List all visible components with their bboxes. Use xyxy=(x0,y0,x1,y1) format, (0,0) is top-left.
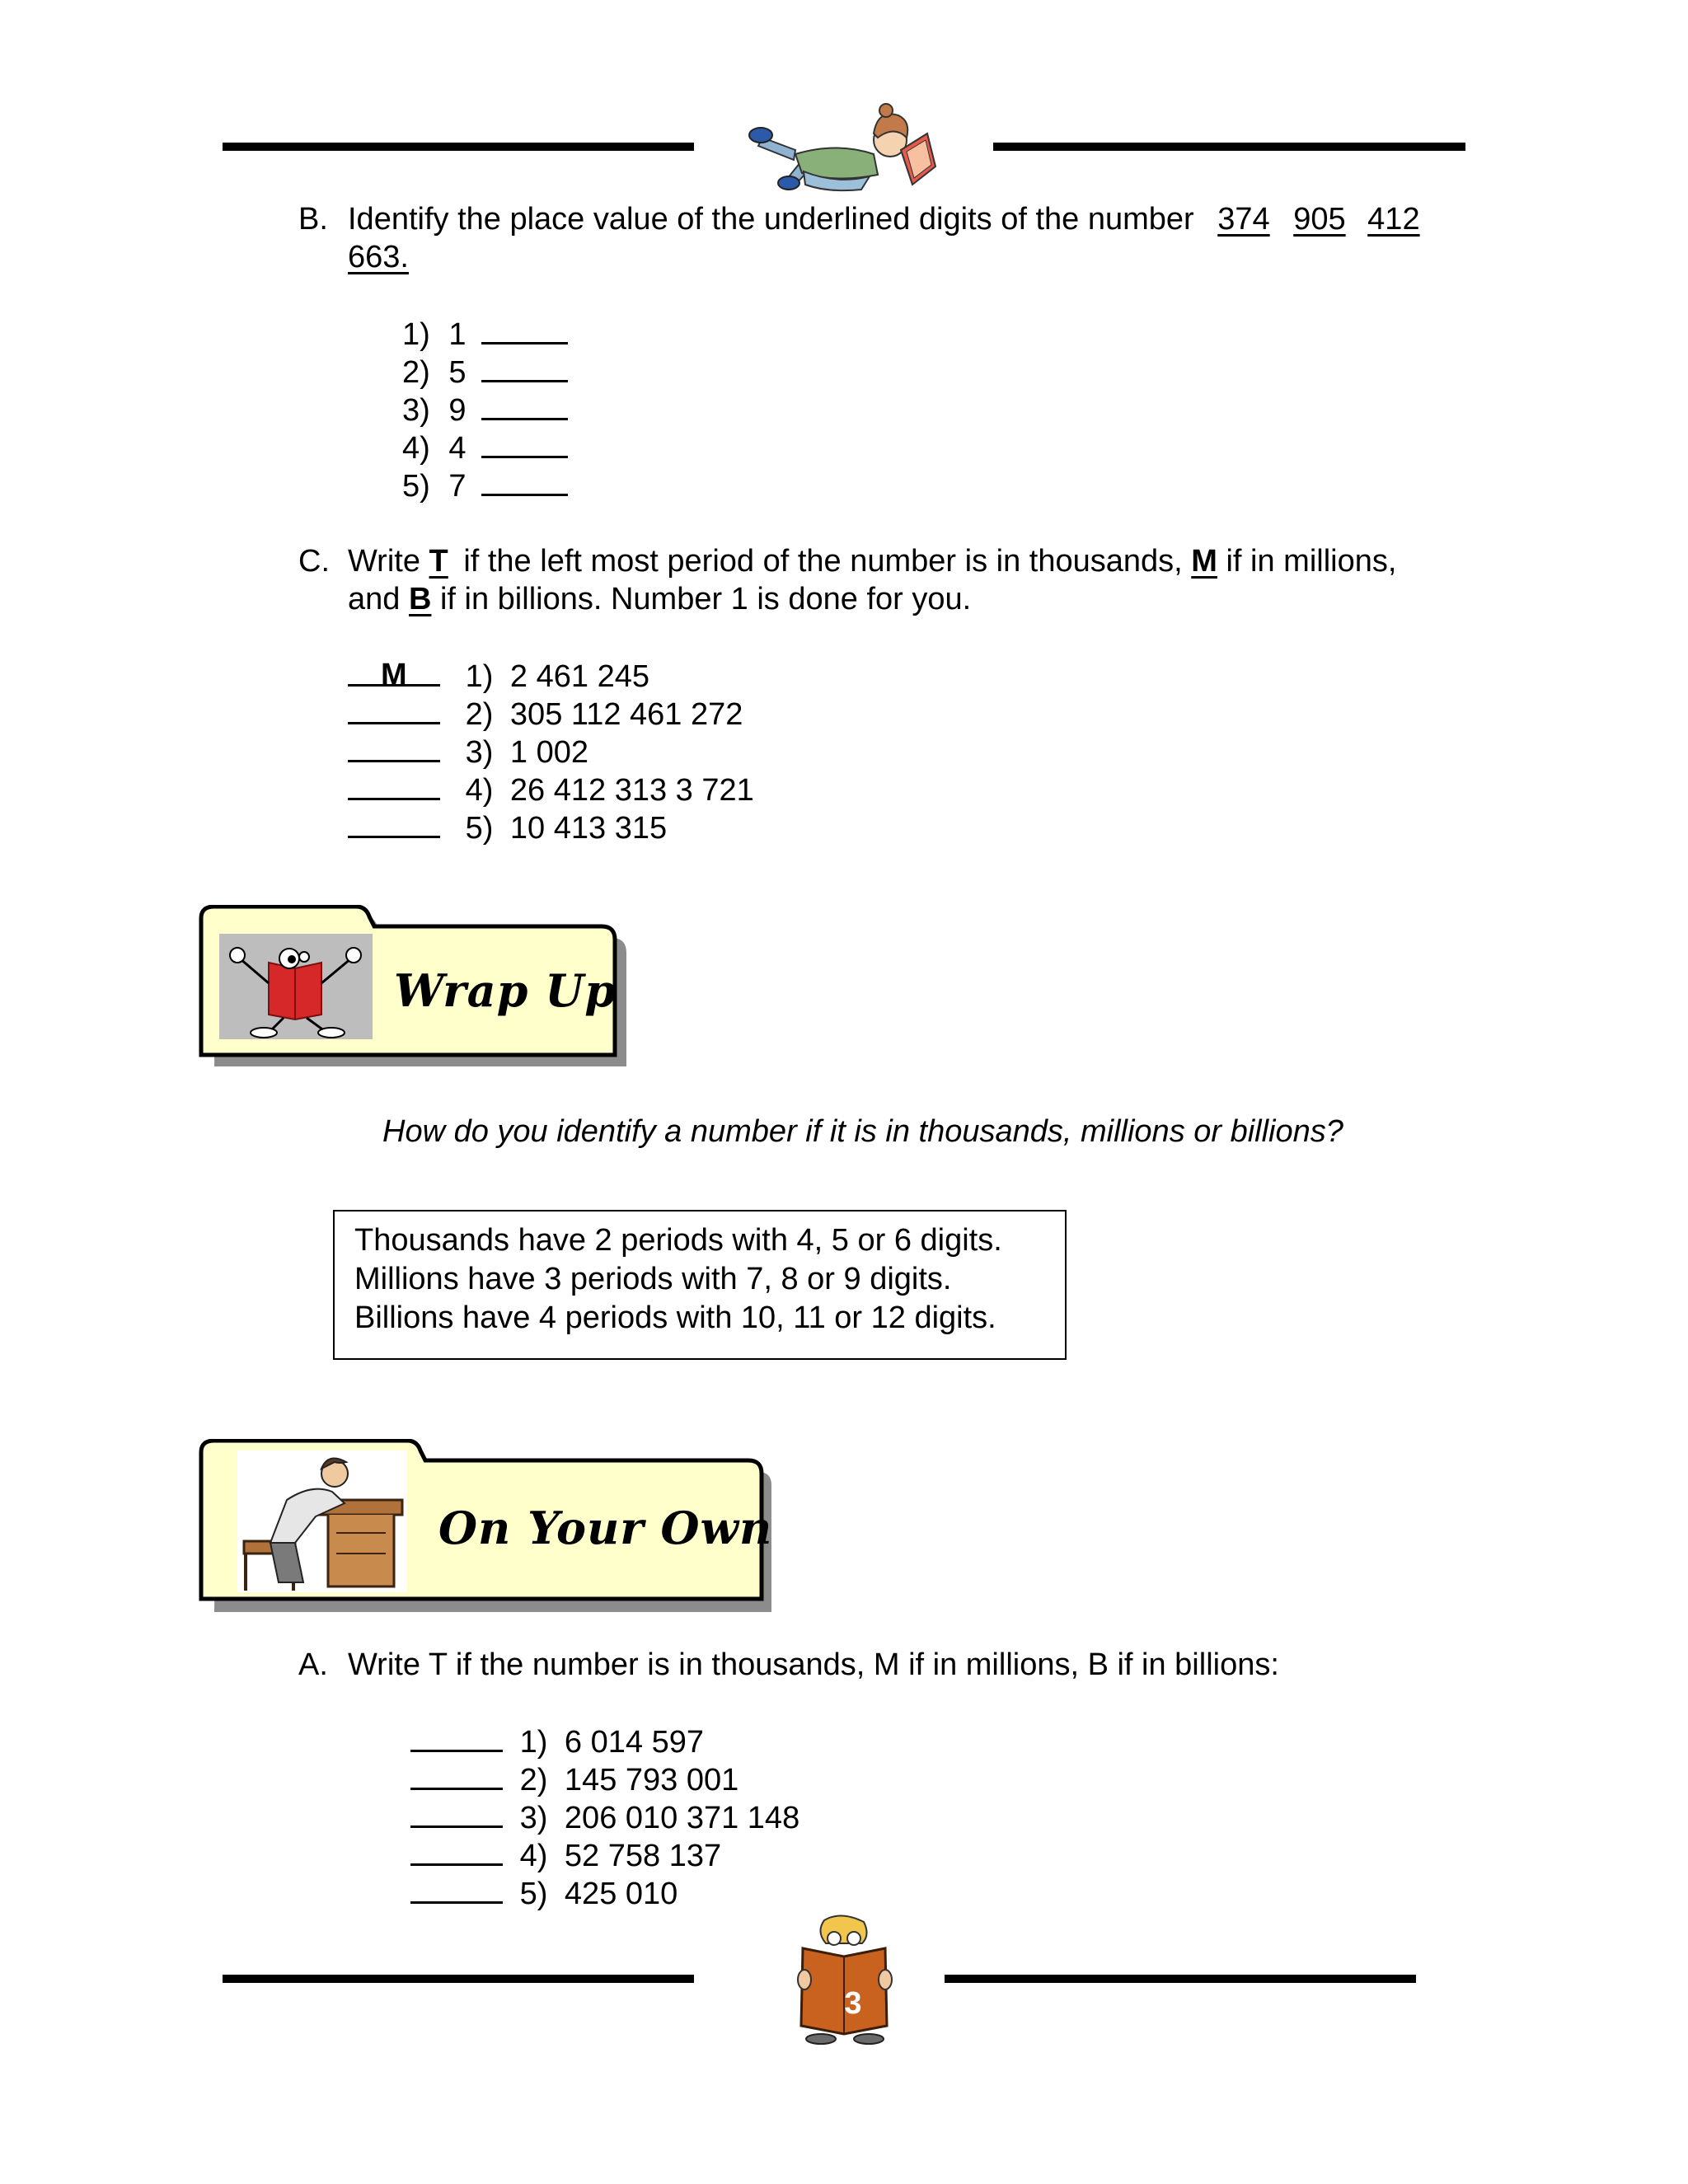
number-part-2: 905 xyxy=(1293,202,1346,237)
section-b-item xyxy=(402,314,568,354)
answer-blank[interactable] xyxy=(481,314,568,344)
prompt-text: Write xyxy=(348,544,420,579)
item-value: 6 014 597 xyxy=(564,1725,704,1760)
item-number: 3) xyxy=(465,735,494,770)
answer-blank[interactable] xyxy=(348,694,440,724)
answer-blank[interactable] xyxy=(348,770,440,800)
number-part-1: 374 xyxy=(1217,202,1270,237)
on-your-own-item xyxy=(410,1722,704,1761)
number-part-3: 412 xyxy=(1367,202,1420,237)
answer-line: Thousands have 2 periods with 4, 5 or 6 digits. xyxy=(354,1223,1002,1258)
footer-rule-right xyxy=(945,1975,1416,1983)
item-number: 3) xyxy=(519,1801,548,1835)
section-c-item xyxy=(348,770,754,809)
on-your-own-item xyxy=(410,1873,678,1913)
on-your-own-title: On Your Own xyxy=(438,1502,773,1554)
on-your-own-item xyxy=(410,1835,721,1875)
answer-blank[interactable] xyxy=(410,1722,503,1752)
prompt-text: if in billions. Number 1 is done for you. xyxy=(439,582,972,616)
section-b-item xyxy=(402,428,568,467)
section-b-prompt-text: Identify the place value of the underlined digits of the number xyxy=(348,202,1194,237)
item-digit: 7 xyxy=(448,469,467,504)
letter-b: B xyxy=(408,582,432,616)
letter-t: T xyxy=(429,544,448,579)
prompt-text: if in millions, xyxy=(1226,544,1397,579)
item-number: 5) xyxy=(402,469,430,504)
on-your-own-prompt: Write T if the number is in thousands, M if in millions, B if in billions: xyxy=(348,1647,1279,1682)
answer-blank[interactable] xyxy=(410,1835,503,1866)
prompt-text: and xyxy=(348,582,401,616)
item-digit: 1 xyxy=(448,317,467,352)
item-digit: 9 xyxy=(448,393,467,428)
item-number: 4) xyxy=(402,431,430,466)
item-value: 52 758 137 xyxy=(564,1839,722,1873)
section-b-prompt xyxy=(348,200,1420,238)
answer-blank[interactable] xyxy=(481,390,568,420)
footer-rule-left xyxy=(223,1975,694,1983)
reading-book-character-icon xyxy=(219,934,373,1039)
on-your-own-item xyxy=(410,1797,799,1837)
item-number: 1) xyxy=(465,659,494,694)
item-value: 145 793 001 xyxy=(564,1763,739,1797)
item-value: 305 112 461 272 xyxy=(509,697,743,732)
answer-blank-filled[interactable] xyxy=(348,656,440,692)
answer-blank[interactable] xyxy=(348,732,440,762)
answer-blank[interactable] xyxy=(481,428,568,458)
answer-blank[interactable] xyxy=(481,466,568,496)
example-answer: M xyxy=(381,658,407,692)
girl-reading-icon xyxy=(738,92,952,199)
item-number: 2) xyxy=(402,355,430,390)
wrap-up-question: How do you identify a number if it is in thousands, millions or billions? xyxy=(382,1114,1343,1149)
header-rule-right xyxy=(993,143,1465,151)
item-value: 206 010 371 148 xyxy=(564,1801,800,1835)
number-part-4: 663. xyxy=(348,240,409,274)
letter-m: M xyxy=(1191,544,1217,579)
wrap-up-answer-box xyxy=(333,1210,1067,1360)
item-digit: 5 xyxy=(448,355,467,390)
page-number: 3 xyxy=(844,1986,862,2021)
item-number: 3) xyxy=(402,393,430,428)
answer-line: Millions have 3 periods with 7, 8 or 9 digits. xyxy=(354,1262,952,1296)
section-b-item xyxy=(402,390,568,429)
item-number: 2) xyxy=(465,697,494,732)
wrap-up-title: Wrap Up xyxy=(394,964,617,1017)
item-number: 2) xyxy=(519,1763,548,1797)
section-c-item xyxy=(348,694,743,733)
item-number: 1) xyxy=(402,317,430,352)
on-your-own-letter: A. xyxy=(298,1647,328,1682)
header-rule-left xyxy=(223,143,694,151)
answer-blank[interactable] xyxy=(410,1760,503,1790)
section-b-letter: B. xyxy=(298,202,328,237)
item-number: 5) xyxy=(519,1877,548,1911)
item-value: 10 413 315 xyxy=(509,811,668,846)
section-c-item xyxy=(348,808,667,847)
answer-blank[interactable] xyxy=(348,808,440,838)
section-c-prompt-line1 xyxy=(348,542,1396,580)
item-number: 4) xyxy=(465,773,494,808)
on-your-own-item xyxy=(410,1760,738,1799)
item-digit: 4 xyxy=(448,431,467,466)
item-value: 26 412 313 3 721 xyxy=(509,773,754,808)
item-value: 1 002 xyxy=(509,735,589,770)
answer-blank[interactable] xyxy=(481,352,568,382)
section-c-item xyxy=(348,732,588,771)
item-number: 4) xyxy=(519,1839,548,1873)
section-b-item xyxy=(402,466,568,505)
section-c-prompt-line2 xyxy=(348,580,971,618)
section-b-item xyxy=(402,352,568,391)
answer-blank[interactable] xyxy=(410,1873,503,1904)
item-value: 2 461 245 xyxy=(509,659,649,694)
item-value: 425 010 xyxy=(564,1877,678,1911)
section-c-item xyxy=(348,656,649,696)
prompt-text: if the left most period of the number is in thousands, xyxy=(463,544,1183,579)
item-number: 5) xyxy=(465,811,494,846)
item-number: 1) xyxy=(519,1725,548,1760)
student-at-desk-icon xyxy=(237,1451,407,1592)
section-c-letter: C. xyxy=(298,544,330,579)
answer-line: Billions have 4 periods with 10, 11 or 12 digits. xyxy=(354,1301,996,1335)
boy-reading-book-icon xyxy=(791,1914,898,2046)
answer-blank[interactable] xyxy=(410,1797,503,1828)
